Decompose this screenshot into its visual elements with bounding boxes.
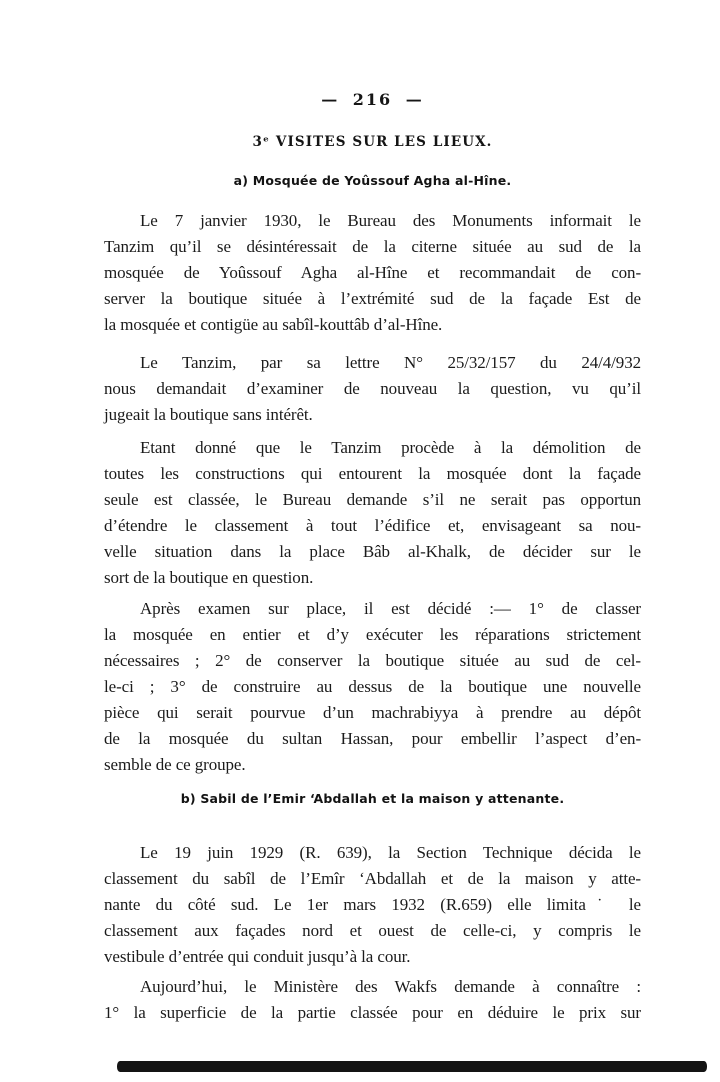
text-line: le-ci ; 3° de construire au dessus de la boutique une nouvelle xyxy=(104,677,641,696)
text-line: Le 7 janvier 1930, le Bureau des Monuments informait le xyxy=(140,211,641,230)
text-line: de la mosquée du sultan Hassan, pour embellir l’aspect d’en- xyxy=(104,729,641,748)
text-line: Etant donné que le Tanzim procède à la démolition de xyxy=(140,438,641,457)
scan-bottom-edge-artifact xyxy=(117,1061,707,1072)
text-line: Aujourd’hui, le Ministère des Wakfs demande à connaître : xyxy=(140,977,641,996)
page-number: — 216 — xyxy=(321,90,424,109)
text-line: nous demandait d’examiner de nouveau la question, vu qu’il xyxy=(104,379,641,398)
text-line: semble de ce groupe. xyxy=(104,755,246,774)
text-line: la mosquée et contigüe au sabîl-kouttâb d’al-Hîne. xyxy=(104,315,443,334)
document-section xyxy=(104,173,641,778)
subsection-heading: a) Mosquée de Yoûssouf Agha al-Hîne. xyxy=(233,173,512,188)
text-line: 1° la superficie de la partie classée pour en déduire le prix sur xyxy=(104,1003,641,1022)
text-line: Après examen sur place, il est décidé :— 1° de classer xyxy=(140,599,641,618)
text-line: sort de la boutique en question. xyxy=(104,568,314,587)
section-heading: 3ᵉ VISITES SUR LES LIEUX. xyxy=(252,134,493,150)
text-line: nante du côté sud. Le 1er mars 1932 (R.659) elle limita˙ le xyxy=(104,895,641,914)
text-line: Le Tanzim, par sa lettre N° 25/32/157 du 24/4/932 xyxy=(140,353,641,372)
text-line: Tanzim qu’il se désintéressait de la citerne située au sud de la xyxy=(104,237,641,256)
text-line: pièce qui serait pourvue d’un machrabiyya à prendre au dépôt xyxy=(104,703,641,722)
sections xyxy=(104,173,641,1026)
text-line: nécessaires ; 2° de conserver la boutique située au sud de cel- xyxy=(104,651,641,670)
text-line: d’étendre le classement à tout l’édifice et, envisageant sa nou- xyxy=(104,516,641,535)
text-line: Le 19 juin 1929 (R. 639), la Section Technique décida le xyxy=(140,843,641,862)
text-line: seule est classée, le Bureau demande s’il ne serait pas opportun xyxy=(104,490,641,509)
text-line: toutes les constructions qui entourent la mosquée dont la façade xyxy=(104,464,641,483)
paragraph xyxy=(104,208,641,338)
text-line: la mosquée en entier et d’y exécuter les réparations strictement xyxy=(104,625,641,644)
text-line: mosquée de Yoûssouf Agha al-Hîne et recommandait de con- xyxy=(104,263,641,282)
paragraph xyxy=(104,596,641,778)
paragraph xyxy=(104,350,641,428)
paragraph xyxy=(104,840,641,970)
text-column xyxy=(104,0,641,1026)
document-section xyxy=(104,791,641,1026)
text-line: classement aux façades nord et ouest de celle-ci, y compris le xyxy=(104,921,641,940)
text-line: jugeait la boutique sans intérêt. xyxy=(104,405,313,424)
text-line: classement du sabîl de l’Emîr ‘Abdallah et de la maison y atte- xyxy=(104,869,641,888)
paragraph xyxy=(104,974,641,1026)
subsection-heading: b) Sabil de l’Emir ‘Abdallah et la maison y attenante. xyxy=(180,791,565,806)
text-line: server la boutique située à l’extrémité sud de la façade Est de xyxy=(104,289,641,308)
text-line: vestibule d’entrée qui conduit jusqu’à la cour. xyxy=(104,947,411,966)
text-line: velle situation dans la place Bâb al-Khalk, de décider sur le xyxy=(104,542,641,561)
paragraph xyxy=(104,435,641,591)
